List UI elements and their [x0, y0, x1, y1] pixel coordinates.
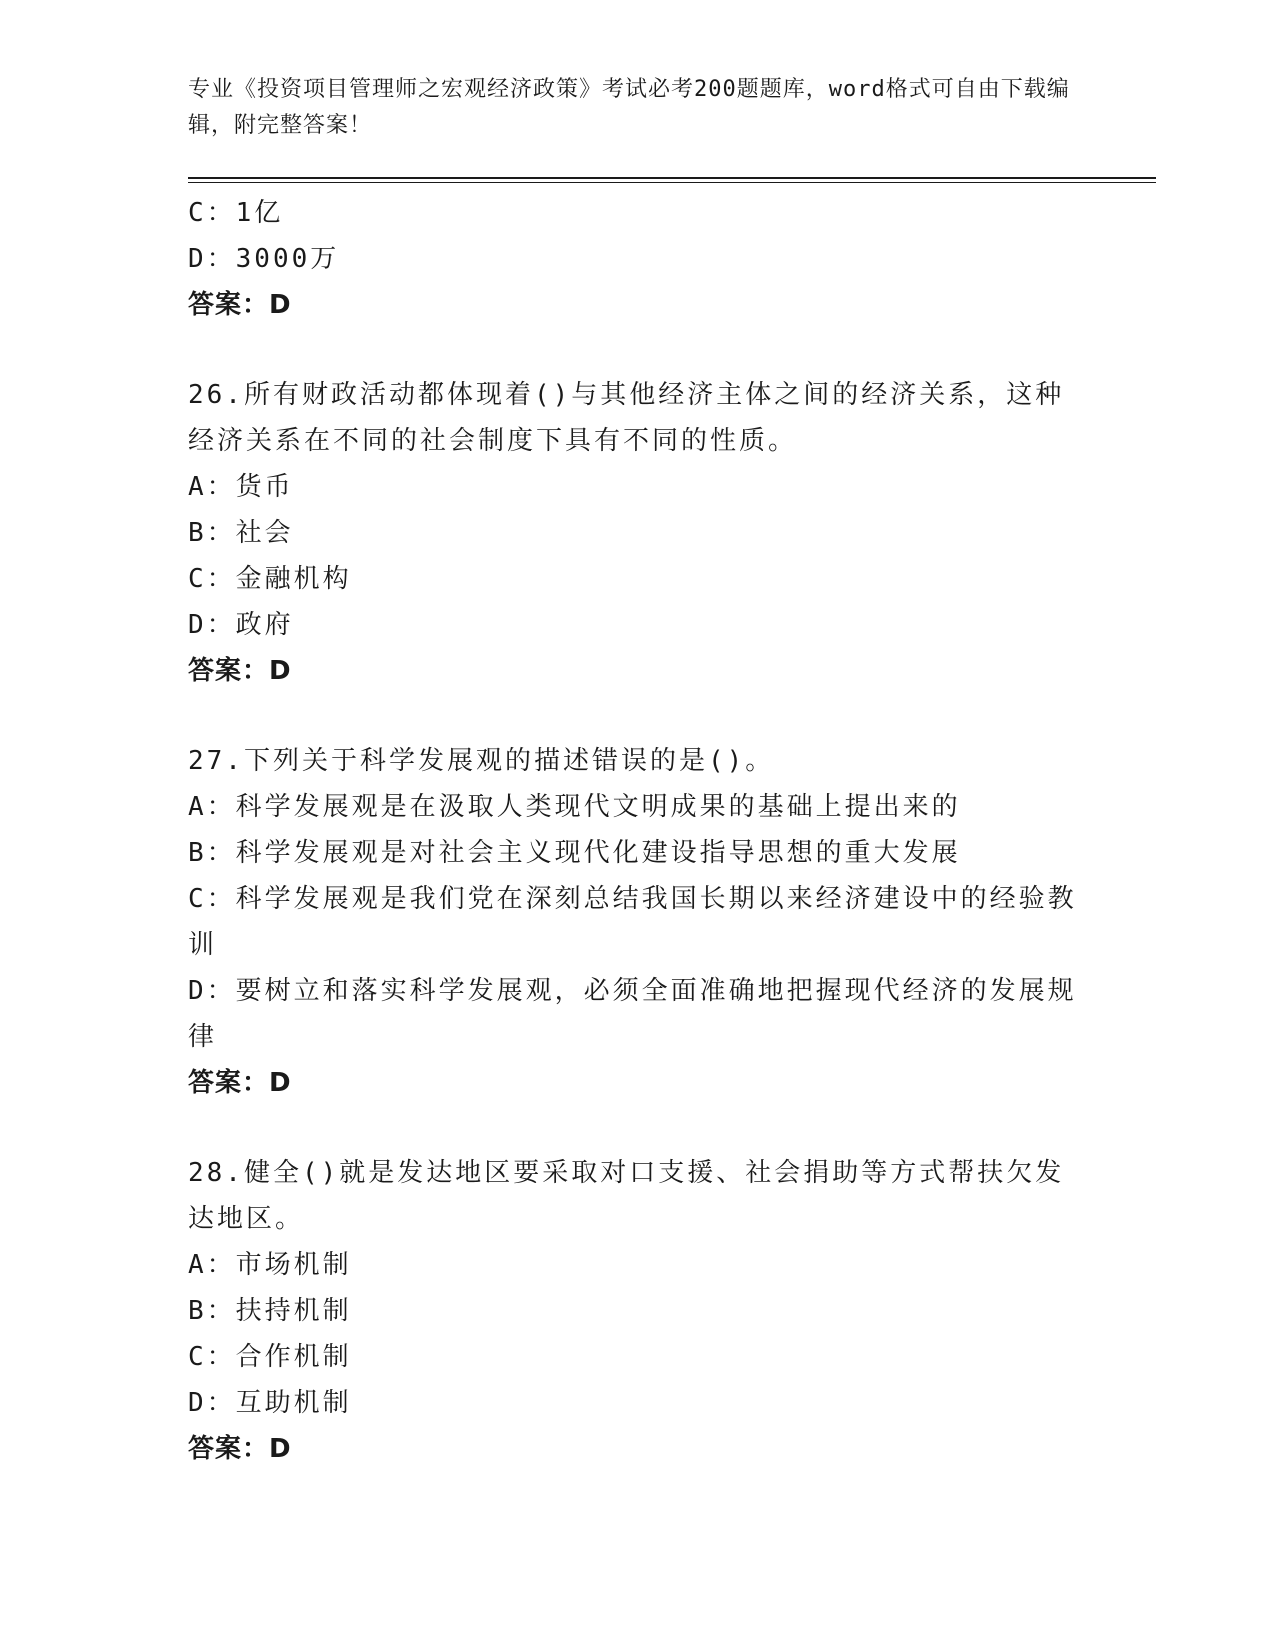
answer: 答案：D: [188, 290, 292, 320]
question-stem: 27.下列关于科学发展观的描述错误的是()。: [188, 746, 775, 776]
option-a: A：货币: [188, 472, 294, 502]
option-c: C：合作机制: [188, 1342, 352, 1372]
question-list: [188, 190, 1088, 1472]
option-d: D：要树立和落实科学发展观，必须全面准确地把握现代经济的发展规律: [188, 976, 1077, 1052]
question-26: [188, 372, 1088, 694]
answer: 答案：D: [188, 1068, 292, 1098]
document-header: 专业《投资项目管理师之宏观经济政策》考试必考200题题库，word格式可自由下载编辑，附完整答案！: [188, 77, 1070, 138]
option-b: B：社会: [188, 518, 294, 548]
answer: 答案：D: [188, 1434, 292, 1464]
question-stem: 26.所有财政活动都体现着()与其他经济主体之间的经济关系，这种经济关系在不同的社会制度下具有不同的性质。: [188, 380, 1065, 456]
question-stem: 28.健全()就是发达地区要采取对口支援、社会捐助等方式帮扶欠发达地区。: [188, 1158, 1065, 1234]
option-c: C：金融机构: [188, 564, 352, 594]
spacer: [188, 328, 1088, 372]
spacer: [188, 1106, 1088, 1150]
option-c: C：科学发展观是我们党在深刻总结我国长期以来经济建设中的经验教训: [188, 884, 1077, 960]
header-divider: [188, 177, 1156, 183]
option-d: D：3000万: [188, 244, 340, 274]
question-28: [188, 1150, 1088, 1472]
option-a: A：市场机制: [188, 1250, 352, 1280]
answer: 答案：D: [188, 656, 292, 686]
spacer: [188, 694, 1088, 738]
option-d: D：互助机制: [188, 1388, 352, 1418]
option-c: C：1亿: [188, 198, 284, 228]
option-b: B：科学发展观是对社会主义现代化建设指导思想的重大发展: [188, 838, 961, 868]
question-27: [188, 738, 1088, 1106]
option-b: B：扶持机制: [188, 1296, 352, 1326]
option-a: A：科学发展观是在汲取人类现代文明成果的基础上提出来的: [188, 792, 961, 822]
option-d: D：政府: [188, 610, 294, 640]
